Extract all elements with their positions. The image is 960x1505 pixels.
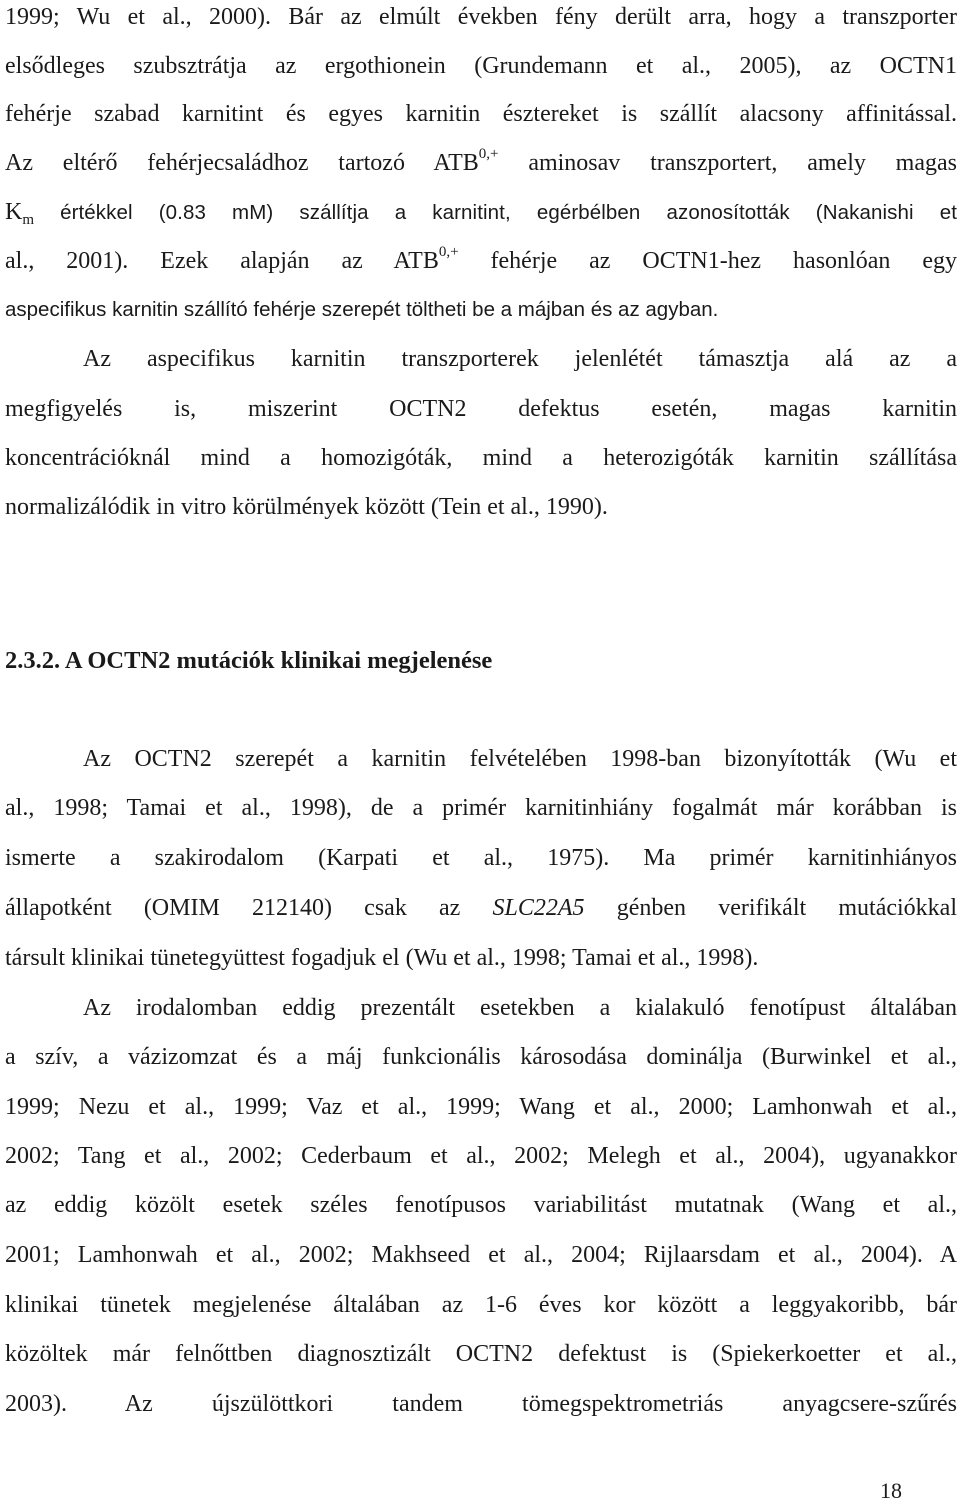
p1-line-4 — [5, 148, 957, 178]
p4-line-8: közöltek már felnőttben diagnosztizált OCTN2 defektust is (Spiekerkoetter et al., — [5, 1341, 957, 1367]
p3-line-2: al., 1998; Tamai et al., 1998), de a primér karnitinhiány fogalmát már korábban is — [5, 795, 957, 821]
atb-superscript-2: 0,+ — [438, 244, 459, 260]
p4-line-7: klinikai tünetek megjelenése általában az 1-6 éves kor között a leggyakoribb, bár — [5, 1292, 957, 1318]
p4-line-9: 2003). Az újszülöttkori tandem tömegspektrometriás anyagcsere-szűrés — [5, 1391, 957, 1417]
gene-name: SLC22A5 — [492, 895, 585, 921]
p1-line-2: elsődleges szubsztrátja az ergothionein (Grundemann et al., 2005), az OCTN1 — [5, 53, 957, 79]
p3-line-4 — [5, 893, 957, 923]
p3-line-5: társult klinikai tünetegyüttest fogadjuk el (Wu et al., 1998; Tamai et al., 1998). — [5, 945, 759, 971]
p4-line-4: 2002; Tang et al., 2002; Cederbaum et al., 2002; Melegh et al., 2004), ugyanakkor — [5, 1143, 957, 1169]
p4-line-2: a szív, a vázizomzat és a máj funkcionális károsodása dominálja (Burwinkel et al., — [5, 1044, 957, 1070]
p2-line-4: normalizálódik in vitro körülmények között (Tein et al., 1990). — [5, 494, 608, 520]
p4-line-6: 2001; Lamhonwah et al., 2002; Makhseed et al., 2004; Rijlaarsdam et al., 2004). A — [5, 1242, 957, 1268]
p1-line-5 — [5, 197, 957, 227]
km-symbol: K — [5, 199, 23, 225]
p3-line-4-text-b: génben verifikált mutációkkal — [584, 895, 957, 921]
p1-line-6-text-b: fehérje az OCTN1-hez hasonlóan egy — [458, 248, 957, 274]
atb-superscript: 0,+ — [478, 146, 499, 162]
p1-line-7: aspecifikus karnitin szállító fehérje szerepét töltheti be a májban és az agyban. — [5, 298, 719, 321]
section-title: A OCTN2 mutációk klinikai megjelenése — [64, 647, 493, 674]
p3-line-3: ismerte a szakirodalom (Karpati et al., 1975). Ma primér karnitinhiányos — [5, 845, 957, 871]
p4-line-3: 1999; Nezu et al., 1999; Vaz et al., 1999; Wang et al., 2000; Lamhonwah et al., — [5, 1094, 957, 1120]
p1-line-1: 1999; Wu et al., 2000). Bár az elmúlt években fény derült arra, hogy a transzporter — [5, 4, 957, 30]
section-heading — [5, 645, 492, 677]
p1-line-5-text: értékkel (0.83 mM) szállítja a karnitint, egérbélben azonosították (Nakanishi et — [34, 201, 957, 224]
p2-line-1: Az aspecifikus karnitin transzporterek jelenlétét támasztja alá az a — [83, 346, 957, 372]
p3-line-1: Az OCTN2 szerepét a karnitin felvételében 1998-ban bizonyították (Wu et — [83, 746, 957, 772]
section-number: 2.3.2. — [5, 647, 61, 674]
p1-line-4-text-b: aminosav transzportert, amely magas — [498, 150, 957, 176]
page-number: 18 — [880, 1478, 902, 1503]
p1-line-4-text-a: Az eltérő fehérjecsaládhoz tartozó ATB — [5, 150, 479, 176]
p4-line-5: az eddig közölt esetek széles fenotípusos variabilitást mutatnak (Wang et al., — [5, 1192, 957, 1218]
p4-line-1: Az irodalomban eddig prezentált esetekben a kialakuló fenotípust általában — [83, 995, 957, 1021]
km-subscript: m — [22, 212, 35, 228]
p3-line-4-text-a: állapotként (OMIM 212140) csak az — [5, 895, 493, 921]
p1-line-3: fehérje szabad karnitint és egyes karnitin észtereket is szállít alacsony affinitással. — [5, 101, 957, 127]
p2-line-3: koncentrációknál mind a homozigóták, mind a heterozigóták karnitin szállítása — [5, 445, 957, 471]
p2-line-2: megfigyelés is, miszerint OCTN2 defektus esetén, magas karnitin — [5, 396, 957, 422]
p1-line-6 — [5, 246, 957, 276]
p1-line-6-text-a: al., 2001). Ezek alapján az ATB — [5, 248, 439, 274]
